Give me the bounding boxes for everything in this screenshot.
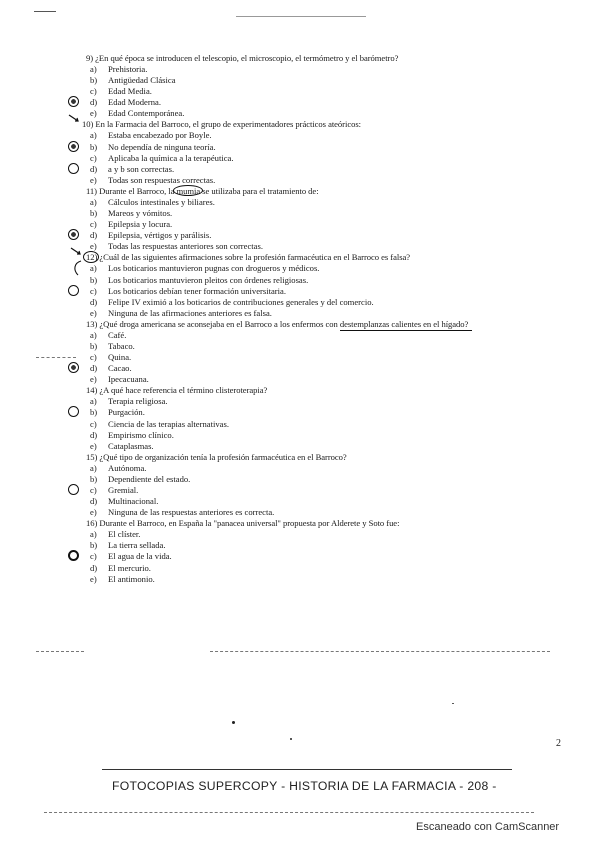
answer-circle-mark xyxy=(68,550,79,561)
option xyxy=(86,341,566,352)
answer-circle-mark xyxy=(68,484,79,495)
option xyxy=(86,197,566,208)
option-text: Gremial. xyxy=(108,485,139,495)
circled-word-text: mumia xyxy=(176,185,201,196)
option-letter: a) xyxy=(90,263,97,274)
question-prompt: ¿En qué época se introducen el telescopio, el microscopio, el termómetro y el barómetro? xyxy=(95,53,399,63)
option-letter: c) xyxy=(90,152,97,163)
option-text: Edad Contemporánea. xyxy=(108,108,185,119)
option-letter: d) xyxy=(90,562,98,573)
option-letter: e) xyxy=(90,573,97,584)
question-number: 16) xyxy=(86,518,98,529)
question-number: 11) xyxy=(86,185,97,196)
question-prompt: En la Farmacia del Barroco, el grupo de experimentadores prácticos ateóricos: xyxy=(95,119,361,130)
option-selected xyxy=(86,97,566,108)
option-text: Todas son respuestas correctas. xyxy=(108,174,216,185)
underlined-phrase xyxy=(340,319,468,330)
option-letter: e) xyxy=(90,307,97,318)
option xyxy=(86,86,566,97)
footer-dash-rule xyxy=(44,812,534,813)
option-text: Ciencia de las terapias alternativas. xyxy=(108,418,229,429)
option-letter: b) xyxy=(90,340,98,351)
option-letter: e) xyxy=(90,108,97,119)
option-text: Cálculos intestinales y biliares. xyxy=(108,196,215,207)
option-text: Edad Moderna. xyxy=(108,97,161,108)
option-text: Todas las respuestas anteriores son correctas. xyxy=(108,241,263,252)
option xyxy=(86,153,566,164)
option-letter: a) xyxy=(90,529,97,540)
option xyxy=(86,463,566,474)
option xyxy=(86,563,566,574)
option-selected xyxy=(86,164,566,175)
option-text: a y b son correctas. xyxy=(108,163,175,174)
option xyxy=(86,419,566,430)
option xyxy=(86,474,566,485)
option xyxy=(86,430,566,441)
option-text: Cacao. xyxy=(108,363,132,374)
option xyxy=(86,75,566,86)
option xyxy=(86,352,566,363)
option-selected xyxy=(86,142,566,153)
option-letter: a) xyxy=(90,396,97,407)
option-letter: d) xyxy=(90,296,98,307)
option-text: Edad Media. xyxy=(108,86,152,97)
option-letter: a) xyxy=(90,462,97,473)
option-text: Ninguna de las afirmaciones anteriores es falsa. xyxy=(108,307,272,318)
option-letter: c) xyxy=(90,219,97,230)
option-text: Aplicaba la química a la terapéutica. xyxy=(108,152,234,163)
page-number: 2 xyxy=(556,738,561,749)
option-text: Estaba encabezado por Boyle. xyxy=(108,130,212,141)
circled-word xyxy=(176,186,200,197)
option-text: El clíster. xyxy=(108,529,141,540)
option-letter: b) xyxy=(90,540,98,551)
option-selected xyxy=(86,551,566,562)
option xyxy=(86,263,566,274)
option xyxy=(86,441,566,452)
question-number-wrap xyxy=(86,252,97,263)
option xyxy=(86,540,566,551)
option-letter: d) xyxy=(90,496,98,507)
option-text: El antimonio. xyxy=(108,573,155,584)
option-letter: b) xyxy=(90,274,98,285)
option-text: El agua de la vida. xyxy=(108,551,172,562)
option-text: Los boticarios mantuvieron pugnas con drogueros y médicos. xyxy=(108,263,320,274)
option-letter: d) xyxy=(90,97,98,108)
footer-text: FOTOCOPIAS SUPERCOPY - HISTORIA DE LA FARMACIA - 208 - xyxy=(112,779,497,793)
underlined-phrase-text: destemplanzas calientes en el hígado? xyxy=(339,318,469,329)
question-10 xyxy=(82,119,566,185)
option-text: Terapia religiosa. xyxy=(108,396,168,407)
option-text: Los boticarios debían tener formación universitaria. xyxy=(108,285,287,296)
option-letter: e) xyxy=(90,440,97,451)
answer-circle-mark xyxy=(68,362,79,373)
answer-circle-mark xyxy=(68,141,79,152)
option-letter: b) xyxy=(90,208,98,219)
question-prompt: Durante el Barroco, en España la "panacea universal" propuesta por Alderete y Soto fue: xyxy=(99,518,400,529)
option-selected xyxy=(86,485,566,496)
answer-circle-mark xyxy=(68,285,79,296)
option xyxy=(86,374,566,385)
option xyxy=(86,241,566,252)
option xyxy=(86,330,566,341)
option-letter: e) xyxy=(90,507,97,518)
option-letter: b) xyxy=(90,75,98,86)
question-prompt: ¿A qué hace referencia el término clisteroterapia? xyxy=(99,385,268,396)
option-letter: c) xyxy=(90,285,97,296)
option-letter: c) xyxy=(90,352,97,363)
arrow-mark-icon xyxy=(70,247,84,257)
scanner-watermark: Escaneado con CamScanner xyxy=(416,821,560,833)
scan-dash-line xyxy=(36,651,84,652)
option-letter: e) xyxy=(90,174,97,185)
question-9 xyxy=(86,53,566,119)
option-text: Epilepsia, vértigos y parálisis. xyxy=(108,230,212,241)
option-letter: d) xyxy=(90,230,98,241)
question-prompt: ¿Cuál de las siguientes afirmaciones sobre la profesión farmacéutica en el Barroco es falsa? xyxy=(99,252,411,263)
question-text xyxy=(86,186,566,197)
question-13 xyxy=(86,319,566,385)
scan-dash-line xyxy=(36,357,76,358)
option-selected xyxy=(86,407,566,418)
option-selected xyxy=(86,230,566,241)
option-text: Los boticarios mantuvieron pleitos con órdenes religiosas. xyxy=(108,274,309,285)
option-text: Epilepsia y locura. xyxy=(108,219,173,230)
question-16 xyxy=(86,518,566,584)
question-12 xyxy=(86,252,566,318)
question-number: 10) xyxy=(82,119,94,130)
option-letter: b) xyxy=(90,141,98,152)
question-number: 12) xyxy=(86,252,98,263)
option-letter: d) xyxy=(90,363,98,374)
option xyxy=(86,108,566,119)
option-text: Prehistoria. xyxy=(108,64,148,74)
question-list xyxy=(82,53,566,585)
option xyxy=(86,574,566,585)
question-15 xyxy=(86,452,566,518)
scan-speck xyxy=(290,738,292,740)
option xyxy=(86,130,566,141)
question-text xyxy=(86,518,566,529)
question-prompt: ¿Qué tipo de organización tenía la profesión farmacéutica en el Barroco? xyxy=(99,451,347,462)
option-text: Café. xyxy=(108,329,127,340)
option-selected xyxy=(86,286,566,297)
option-text: Dependiente del estado. xyxy=(108,473,191,484)
question-number: 9) xyxy=(86,53,94,63)
option-letter: c) xyxy=(90,551,97,562)
option-text: Mareos y vómitos. xyxy=(108,208,173,219)
option xyxy=(86,219,566,230)
option-letter: e) xyxy=(90,374,97,385)
option xyxy=(86,529,566,540)
option xyxy=(86,396,566,407)
option-letter: c) xyxy=(90,485,97,495)
option-selected xyxy=(86,363,566,374)
option-text: Purgación. xyxy=(108,407,145,418)
scan-dash-line xyxy=(210,651,550,652)
option-letter: a) xyxy=(90,130,97,141)
question-number: 14) xyxy=(86,385,98,396)
option-text: Quina. xyxy=(108,352,132,363)
answer-circle-mark xyxy=(68,163,79,174)
footer-rule xyxy=(102,769,512,770)
option-text: La tierra sellada. xyxy=(108,540,166,551)
question-text xyxy=(86,252,566,263)
scan-artifact xyxy=(236,16,366,17)
option xyxy=(86,496,566,507)
option xyxy=(86,297,566,308)
option-text: Multinacional. xyxy=(108,496,159,507)
question-text xyxy=(86,53,566,64)
option-letter: d) xyxy=(90,163,98,174)
question-prompt: ¿Qué droga americana se aconsejaba en el Barroco a los enfermos con xyxy=(99,318,340,329)
option-letter: a) xyxy=(90,196,97,207)
answer-circle-mark xyxy=(68,96,79,107)
question-text xyxy=(86,452,566,463)
option xyxy=(86,208,566,219)
question-prompt: Durante el Barroco, la xyxy=(99,185,175,196)
option xyxy=(86,275,566,286)
option-letter: a) xyxy=(90,64,97,74)
option-letter: e) xyxy=(90,241,97,252)
option-text: Cataplasmas. xyxy=(108,440,154,451)
question-prompt-rest: se utilizaba para el tratamiento de: xyxy=(202,185,319,196)
question-number: 13) xyxy=(86,318,98,329)
option-letter: c) xyxy=(90,418,97,429)
option-letter: a) xyxy=(90,329,97,340)
option xyxy=(86,64,566,75)
question-text xyxy=(86,319,566,330)
question-number: 15) xyxy=(86,451,98,462)
question-11 xyxy=(86,186,566,252)
option-text: Ninguna de las respuestas anteriores es correcta. xyxy=(108,507,275,518)
option-text: No dependía de ninguna teoría. xyxy=(108,141,216,152)
option-letter: b) xyxy=(90,407,98,418)
scan-artifact xyxy=(34,11,56,12)
option-text: Empirismo clínico. xyxy=(108,429,174,440)
scan-speck xyxy=(452,703,454,704)
question-text xyxy=(82,119,566,130)
option xyxy=(86,308,566,319)
option-text: Tabaco. xyxy=(108,340,135,351)
option-letter: b) xyxy=(90,473,98,484)
bracket-mark-icon xyxy=(72,260,82,276)
question-14 xyxy=(86,385,566,451)
option-text: Antigüedad Clásica xyxy=(108,75,176,86)
option xyxy=(86,507,566,518)
option-text: Felipe IV eximió a los boticarios de contribuciones generales y del comercio. xyxy=(108,296,374,307)
question-text xyxy=(86,385,566,396)
option xyxy=(86,175,566,186)
scan-speck xyxy=(232,721,235,724)
option-text: El mercurio. xyxy=(108,562,151,573)
option-text: Ipecacuana. xyxy=(108,374,149,385)
option-text: Autónoma. xyxy=(108,462,147,473)
answer-circle-mark xyxy=(68,229,79,240)
answer-circle-mark xyxy=(68,406,79,417)
option-letter: c) xyxy=(90,86,97,97)
arrow-mark-icon xyxy=(68,114,82,124)
option-letter: d) xyxy=(90,429,98,440)
